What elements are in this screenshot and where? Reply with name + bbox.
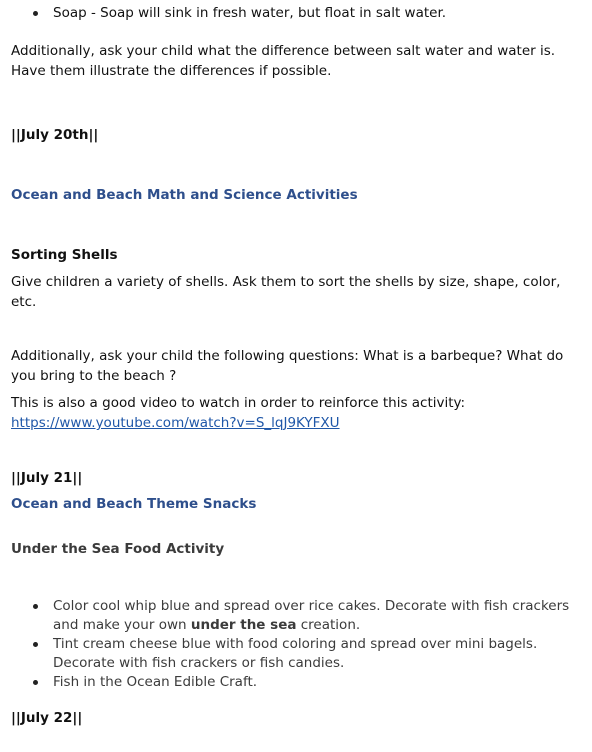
salt-water-paragraph: Additionally, ask your child what the difference between salt water and water is. Have them illustrate the differences if possible. — [11, 43, 556, 79]
snack-item-1-text: Color cool whip blue and spread over rice cakes. Decorate with fish crackers and make your own — [53, 598, 570, 633]
youtube-link[interactable]: https://www.youtube.com/watch?v=S_lqJ9KYFXU — [11, 415, 340, 431]
snack-item-1-bold: under the sea — [190, 617, 297, 633]
date-heading-july-21: ||July 21|| — [11, 470, 83, 486]
sorting-shells-title: Sorting Shells — [11, 247, 118, 263]
soap-item-text: Soap - Soap will sink in fresh water, but float in salt water. — [53, 5, 447, 21]
date-heading-july-22: ||July 22|| — [11, 710, 83, 726]
section-heading-snacks: Ocean and Beach Theme Snacks — [11, 496, 257, 512]
food-activity-title: Under the Sea Food Activity — [11, 541, 225, 557]
bullet-icon — [33, 680, 38, 685]
sorting-shells-text: Give children a variety of shells. Ask them to sort the shells by size, shape, color, etc. — [11, 274, 561, 310]
list-item — [11, 4, 580, 23]
list-item — [11, 673, 580, 692]
bullet-icon — [33, 604, 38, 609]
bullet-icon — [33, 11, 38, 16]
snack-list — [11, 597, 580, 692]
list-item — [11, 635, 580, 673]
soap-list — [11, 4, 580, 23]
bullet-icon — [33, 642, 38, 647]
list-item — [11, 597, 580, 635]
video-paragraph — [11, 393, 580, 433]
video-text: This is also a good video to watch in order to reinforce this activity: — [11, 395, 466, 411]
snack-item-3-text: Fish in the Ocean Edible Craft. — [53, 674, 258, 690]
section-heading-math-science: Ocean and Beach Math and Science Activities — [11, 187, 358, 203]
snack-item-2-text: Tint cream cheese blue with food coloring and spread over mini bagels. Decorate with fish crackers or fish candies. — [53, 636, 538, 671]
date-heading-july-20: ||July 20th|| — [11, 127, 99, 143]
questions-paragraph: Additionally, ask your child the following questions: What is a barbeque? What do you bring to the beach ? — [11, 348, 564, 384]
snack-item-1-end: creation. — [296, 617, 361, 633]
